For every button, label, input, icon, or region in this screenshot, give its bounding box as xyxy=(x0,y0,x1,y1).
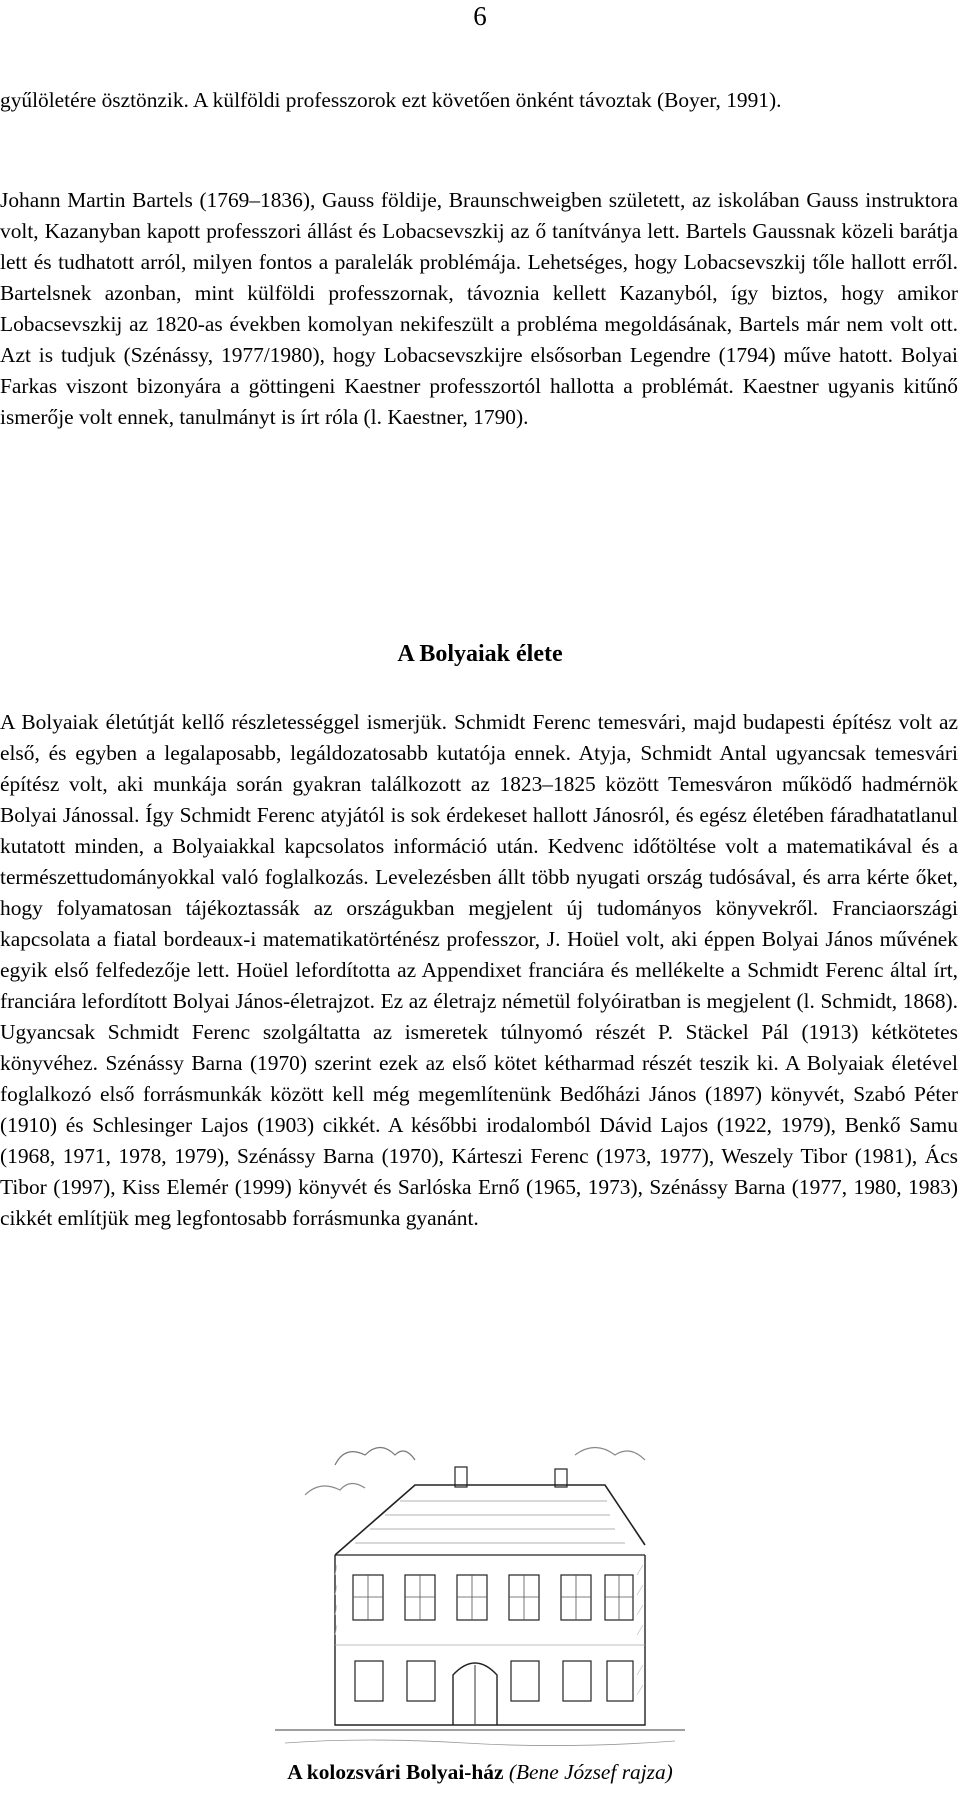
paragraph-bolyaiak: A Bolyaiak életútját kellő részletességgel ismerjük. Schmidt Ferenc temesvári, majd budapesti építész volt az első, és egyben a legalaposabb, legáldozatosabb kutatója ennek. Atyja, Schmidt Antal ugyancsak temesvári építész volt, aki munkája során gyakran találkozott az 1823–1825 között Temesváron működő hadmérnök Bolyai Jánossal. Így Schmidt Ferenc atyjától is sok érdekeset hallott Jánosról, és egész életében fáradhatatlanul kutatott minden, a Bolyaiakkal kapcsolatos információ után. Kedvenc időtöltése volt a matematikával és a természettudományokkal való foglalkozás. Levelezésben állt több nyugati ország tudósával, és arra kérte őket, hogy folyamatosan tájékoztassák az országukban megjelent új tudományos könyvekről. Franciaországi kapcsolata a fiatal bordeaux-i matematikatörténész professzor, J. Hoüel volt, aki éppen Bolyai János művének egyik első felfedezője lett. Hoüel lefordította az Appendixet franciára és mellékelte a Schmidt Ferenc által írt, franciára lefordított Bolyai János-életrajzot. Ez az életrajz németül folyóiratban is megjelent (l. Schmidt, 1868). Ugyancsak Schmidt Ferenc szolgáltatta az ismeretek túlnyomó részét P. Stäckel Pál (1913) kétkötetes könyvéhez. Szénássy Barna (1970) szerint ezek az első kötet kétharmad részét teszik ki. A Bolyaiak életével foglalkozó első forrásmunkák között kell még megemlítenünk Bedőházi János (1897) könyvét, Szabó Péter (1910) és Schlesinger Lajos (1903) cikkét. A későbbi irodalomból Dávid Lajos (1922, 1979), Benkő Samu (1968, 1971, 1978, 1979), Szénássy Barna (1970), Kárteszi Ferenc (1973, 1977), Weszely Tibor (1981), Ács Tibor (1997), Kiss Elemér (1999) könyvét és Sarlóska Ernő (1965, 1973), Szénássy Barna (1977, 1980, 1983) cikkét említjük meg legfontosabb forrásmunka gyanánt. xyxy=(0,710,958,1230)
paragraph-bartels: Johann Martin Bartels (1769–1836), Gauss földije, Braunschweigben született, az iskolában Gauss instruktora volt, Kazanyban kapott professzori állást és Lobacsevszkij az ő tanítványa lett. Bartels Gaussnak közeli barátja lett és tudhatott arról, milyen fontos a paralelák problémája. Lehetséges, hogy Lobacsevszkij tőle hallott erről. Bartelsnek azonban, mint külföldi professzornak, távoznia kellett Kazanyból, így biztos, hogy amikor Lobacsevszkij az 1820-as években komolyan nekifeszült a probléma megoldásának, Bartels már nem volt ott. Azt is tudjuk (Szénássy, 1977/1980), hogy Lobacsevszkijre elsősorban Legendre (1794) műve hatott. Bolyai Farkas viszont bizonyára a göttingeni Kaestner professzortól hallotta a problémát. Kaestner ugyanis kitűnő ismerője volt ennek, tanulmányt is írt róla (l. Kaestner, 1790). xyxy=(0,188,958,429)
caption-title: A kolozsvári Bolyai-ház xyxy=(287,1760,504,1784)
bolyai-house-sketch xyxy=(275,1425,685,1755)
paragraph-intro: gyűlöletére ösztönzik. A külföldi professzorok ezt követően önként távoztak (Boyer, 1991). xyxy=(0,88,782,112)
figure-caption xyxy=(0,1757,960,1787)
section-heading: A Bolyaiak élete xyxy=(397,641,563,667)
page-number: 6 xyxy=(473,1,487,31)
caption-credit: (Bene József rajza) xyxy=(508,1760,673,1784)
